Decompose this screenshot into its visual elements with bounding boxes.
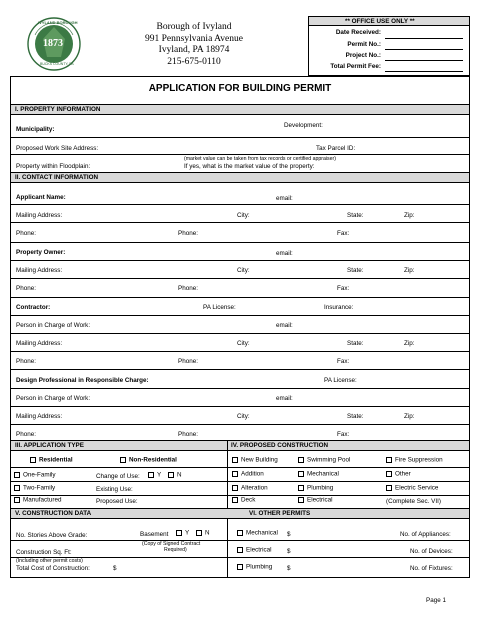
- fire-suppression-checkbox[interactable]: [386, 457, 392, 463]
- appliances-field[interactable]: [450, 528, 468, 538]
- sec6-mechanical-label: Mechanical: [246, 529, 278, 537]
- basement-y-checkbox[interactable]: [176, 530, 182, 536]
- contractor-phone2-field[interactable]: [202, 355, 332, 366]
- applicant-zip-label: Zip:: [404, 212, 415, 219]
- applicant-phone-field[interactable]: [40, 227, 170, 238]
- design-zip-label: Zip:: [404, 413, 415, 420]
- applicant-mailing-field[interactable]: [70, 209, 230, 220]
- applicant-zip-field[interactable]: [418, 209, 468, 220]
- contractor-mailing-field[interactable]: [70, 337, 230, 348]
- plumbing-checkbox[interactable]: [298, 485, 304, 491]
- seal-ring-top: IVYLAND BOROUGH: [38, 20, 78, 25]
- design-phone-field[interactable]: [40, 428, 170, 439]
- electrical-checkbox[interactable]: [298, 497, 304, 503]
- applicant-state-label: State:: [347, 212, 364, 219]
- plumbing-label: Plumbing: [307, 484, 334, 492]
- permit-no-line[interactable]: [385, 49, 463, 50]
- design-fax-label: Fax:: [337, 431, 350, 438]
- contractor-state-label: State:: [347, 340, 364, 347]
- existing-use-label: Existing Use:: [96, 486, 133, 493]
- contract-note-1: (Copy of Signed Contract: [142, 541, 201, 547]
- design-city-field[interactable]: [254, 410, 344, 421]
- contractor-label: Contractor:: [16, 304, 51, 311]
- electrical-label: Electrical: [307, 496, 333, 504]
- design-person-field[interactable]: [104, 392, 274, 403]
- new-building-option[interactable]: [232, 457, 278, 464]
- design-phone-label: Phone:: [16, 431, 36, 438]
- electric-service-label: Electric Service: [395, 484, 439, 492]
- sec6-mechanical-dollar: $: [287, 531, 291, 538]
- owner-phone-label: Phone:: [16, 285, 36, 292]
- existing-use-field[interactable]: [138, 483, 224, 493]
- sec6-electrical-checkbox[interactable]: [237, 547, 243, 553]
- basement-n-option[interactable]: [196, 530, 210, 537]
- owner-label: Property Owner:: [16, 249, 66, 256]
- new-building-checkbox[interactable]: [232, 457, 238, 463]
- new-building-label: New Building: [241, 456, 278, 464]
- sec5-header: V. CONSTRUCTION DATA: [15, 510, 92, 517]
- basement-n-label: N: [205, 529, 210, 537]
- design-zip-field[interactable]: [418, 410, 468, 421]
- design-state-field[interactable]: [368, 410, 402, 421]
- sec6-mechanical-fee-field[interactable]: [294, 528, 354, 538]
- applicant-state-field[interactable]: [368, 209, 402, 220]
- addition-checkbox[interactable]: [232, 471, 238, 477]
- complete-sec-note: (Complete Sec. VII): [386, 498, 441, 505]
- proposed-use-field[interactable]: [138, 496, 224, 506]
- work-site-label: Proposed Work Site Address:: [16, 145, 99, 152]
- market-value-label: If yes, what is the market value of the property:: [184, 163, 315, 170]
- other-label: Other: [395, 470, 411, 478]
- owner-state-label: State:: [347, 267, 364, 274]
- owner-mailing-field[interactable]: [70, 264, 230, 275]
- sqft-label: Construction Sq. Ft:: [16, 549, 72, 556]
- owner-email-field[interactable]: [298, 246, 468, 257]
- contract-note-2: Required): [164, 547, 187, 553]
- design-pro-license-field[interactable]: [364, 374, 468, 385]
- market-note: (market value can be taken from tax records or certified appraiser): [184, 156, 336, 162]
- fixtures-label: No. of Fixtures:: [410, 565, 453, 572]
- basement-n-checkbox[interactable]: [196, 530, 202, 536]
- office-use-box: [308, 16, 470, 76]
- owner-name-field[interactable]: [70, 246, 270, 257]
- fire-suppression-option[interactable]: [386, 457, 443, 464]
- org-block: [120, 22, 268, 68]
- manufactured-label: Manufactured: [23, 496, 62, 504]
- non-residential-option[interactable]: [120, 457, 177, 464]
- org-name: Borough of Ivyland: [156, 22, 232, 32]
- change-use-y-checkbox[interactable]: [148, 472, 154, 478]
- sec4-header: IV. PROPOSED CONSTRUCTION: [231, 442, 329, 449]
- electric-service-option[interactable]: [386, 485, 438, 492]
- change-use-y-label: Y: [157, 471, 162, 479]
- contractor-email-label: email:: [276, 322, 293, 329]
- sec3-header: III. APPLICATION TYPE: [15, 442, 84, 449]
- sec6-plumbing-label: Plumbing: [246, 563, 273, 571]
- other-checkbox[interactable]: [386, 471, 392, 477]
- design-email-field[interactable]: [298, 392, 468, 403]
- two-family-label: Two-Family: [23, 484, 56, 492]
- sec6-plumbing-checkbox[interactable]: [237, 564, 243, 570]
- project-no-line[interactable]: [385, 60, 463, 61]
- deck-checkbox[interactable]: [232, 497, 238, 503]
- sec6-electrical-label: Electrical: [246, 546, 272, 554]
- municipality-field[interactable]: [60, 120, 210, 132]
- owner-zip-field[interactable]: [418, 264, 468, 275]
- manufactured-checkbox[interactable]: [14, 497, 20, 503]
- org-address1: 991 Pennsylvania Avenue: [145, 33, 243, 44]
- one-family-label: One-Family: [23, 471, 56, 479]
- owner-fax-field[interactable]: [352, 282, 468, 293]
- swimming-pool-option[interactable]: [298, 457, 350, 464]
- org-address2: Ivyland, PA 18974: [158, 45, 230, 55]
- one-family-checkbox[interactable]: [14, 472, 20, 478]
- deck-label: Deck: [241, 496, 256, 504]
- applicant-city-label: City:: [237, 212, 250, 219]
- swimming-pool-checkbox[interactable]: [298, 457, 304, 463]
- sec6-electrical-fee-field[interactable]: [294, 545, 354, 555]
- owner-mailing-label: Mailing Address:: [16, 267, 63, 274]
- contractor-email-field[interactable]: [298, 319, 468, 330]
- fire-suppression-label: Fire Suppression: [395, 456, 443, 464]
- mechanical-checkbox[interactable]: [298, 471, 304, 477]
- electric-service-checkbox[interactable]: [386, 485, 392, 491]
- mechanical-option[interactable]: [298, 471, 339, 478]
- applicant-phone2-label: Phone:: [178, 230, 198, 237]
- addition-label: Addition: [241, 470, 264, 478]
- design-mailing-label: Mailing Address:: [16, 413, 63, 420]
- design-mailing-field[interactable]: [70, 410, 230, 421]
- office-use-title: ** OFFICE USE ONLY **: [345, 18, 415, 25]
- residential-checkbox[interactable]: [30, 457, 36, 463]
- devices-field[interactable]: [452, 545, 468, 555]
- stories-label: No. Stories Above Grade:: [16, 532, 88, 539]
- design-fax-field[interactable]: [352, 428, 468, 439]
- applicant-email-field[interactable]: [298, 190, 468, 201]
- design-email-label: email:: [276, 395, 293, 402]
- applicant-mailing-label: Mailing Address:: [16, 212, 63, 219]
- org-phone: 215-675-0110: [167, 56, 221, 67]
- contractor-mailing-label: Mailing Address:: [16, 340, 63, 347]
- floodplain-field[interactable]: [104, 160, 180, 170]
- addition-option[interactable]: [232, 471, 264, 478]
- design-city-label: City:: [237, 413, 250, 420]
- residential-option[interactable]: [30, 457, 73, 464]
- two-family-option[interactable]: [14, 485, 55, 492]
- design-pro-label: Design Professional in Responsible Charge:: [16, 377, 149, 384]
- seal-ring-bottom: BUCKS COUNTY, PA: [40, 62, 74, 66]
- sqft-field[interactable]: [80, 546, 136, 556]
- project-no-label: Project No.:: [345, 52, 381, 59]
- change-use-n-label: N: [177, 471, 182, 479]
- total-fee-line[interactable]: [385, 71, 463, 72]
- sec6-mechanical-option[interactable]: [237, 530, 278, 537]
- manufactured-option[interactable]: [14, 497, 62, 504]
- tax-parcel-field[interactable]: [364, 142, 468, 153]
- applicant-fax-label: Fax:: [337, 230, 350, 237]
- development-label: Development:: [284, 122, 323, 129]
- proposed-use-label: Proposed Use:: [96, 498, 138, 505]
- change-use-y-option[interactable]: [148, 472, 161, 479]
- total-cost-dollar: $: [113, 565, 117, 572]
- mechanical-label: Mechanical: [307, 470, 339, 478]
- basement-label: Basement: [140, 531, 169, 538]
- date-received-label: Date Received:: [335, 29, 381, 36]
- municipality-label: Municipality:: [16, 126, 55, 133]
- owner-phone-field[interactable]: [40, 282, 170, 293]
- design-person-label: Person in Charge of Work:: [16, 395, 91, 402]
- owner-state-field[interactable]: [368, 264, 402, 275]
- floodplain-label: Property within Floodplain:: [16, 163, 91, 170]
- applicant-phone2-field[interactable]: [202, 227, 332, 238]
- contractor-state-field[interactable]: [368, 337, 402, 348]
- sec6-plumbing-option[interactable]: [237, 564, 272, 571]
- contractor-insurance-field[interactable]: [360, 301, 468, 312]
- work-site-field[interactable]: [108, 142, 308, 153]
- sec6-plumbing-fee-field[interactable]: [294, 562, 354, 572]
- borough-seal: [27, 17, 81, 71]
- permit-no-label: Permit No.:: [347, 41, 381, 48]
- sec6-electrical-option[interactable]: [237, 547, 272, 554]
- one-family-option[interactable]: [14, 472, 56, 479]
- contractor-person-field[interactable]: [104, 319, 274, 330]
- residential-label: Residential: [39, 456, 73, 464]
- form-title: APPLICATION FOR BUILDING PERMIT: [148, 83, 332, 94]
- contractor-insurance-label: Insurance:: [324, 304, 354, 311]
- contractor-city-label: City:: [237, 340, 250, 347]
- contractor-phone-label: Phone:: [16, 358, 36, 365]
- design-phone2-field[interactable]: [202, 428, 332, 439]
- contractor-name-field[interactable]: [60, 301, 200, 312]
- basement-y-label: Y: [185, 529, 190, 537]
- incl-note: (Including other permit costs): [16, 558, 83, 564]
- applicant-label: Applicant Name:: [16, 194, 66, 201]
- development-field[interactable]: [330, 119, 468, 130]
- sec6-plumbing-dollar: $: [287, 565, 291, 572]
- contractor-zip-field[interactable]: [418, 337, 468, 348]
- appliances-label: No. of Appliances:: [400, 531, 451, 538]
- other-option[interactable]: [386, 471, 411, 478]
- stories-field[interactable]: [94, 529, 134, 539]
- alteration-label: Alteration: [241, 484, 268, 492]
- two-family-checkbox[interactable]: [14, 485, 20, 491]
- applicant-email-label: email:: [276, 195, 293, 202]
- sec6-electrical-dollar: $: [287, 548, 291, 555]
- applicant-name-field[interactable]: [70, 190, 270, 201]
- total-cost-label: Total Cost of Construction:: [16, 565, 90, 572]
- applicant-phone-label: Phone:: [16, 230, 36, 237]
- change-use-n-checkbox[interactable]: [168, 472, 174, 478]
- owner-phone2-field[interactable]: [202, 282, 332, 293]
- contractor-city-field[interactable]: [254, 337, 344, 348]
- applicant-fax-field[interactable]: [352, 227, 468, 238]
- sec1-header: I. PROPERTY INFORMATION: [15, 106, 101, 113]
- sec6-header: VI. OTHER PERMITS: [249, 510, 311, 517]
- contractor-fax-field[interactable]: [352, 355, 468, 366]
- contractor-phone2-label: Phone:: [178, 358, 198, 365]
- applicant-city-field[interactable]: [254, 209, 344, 220]
- swimming-pool-label: Swimming Pool: [307, 456, 351, 464]
- non-residential-checkbox[interactable]: [120, 457, 126, 463]
- date-received-line[interactable]: [385, 38, 463, 39]
- total-fee-label: Total Permit Fee:: [330, 63, 381, 70]
- tax-parcel-label: Tax Parcel ID:: [316, 145, 356, 152]
- design-pro-name-field[interactable]: [168, 374, 318, 385]
- basement-y-option[interactable]: [176, 530, 189, 537]
- page-number: Page 1: [426, 597, 446, 604]
- contractor-phone-field[interactable]: [40, 355, 170, 366]
- design-phone2-label: Phone:: [178, 431, 198, 438]
- change-use-n-option[interactable]: [168, 472, 182, 479]
- design-pro-license-label: PA License:: [324, 377, 357, 384]
- contractor-person-label: Person in Charge of Work:: [16, 322, 91, 329]
- owner-email-label: email:: [276, 250, 293, 257]
- devices-label: No. of Devices:: [410, 548, 453, 555]
- contractor-pa-license-field[interactable]: [238, 301, 320, 312]
- non-residential-label: Non-Residential: [129, 456, 177, 464]
- plumbing-option[interactable]: [298, 485, 333, 492]
- seal-year: 1873: [43, 38, 63, 49]
- owner-phone2-label: Phone:: [178, 285, 198, 292]
- contractor-zip-label: Zip:: [404, 340, 415, 347]
- owner-fax-label: Fax:: [337, 285, 350, 292]
- change-of-use-label: Change of Use:: [96, 473, 140, 480]
- market-value-field[interactable]: [334, 160, 468, 170]
- electrical-option[interactable]: [298, 497, 333, 504]
- owner-city-field[interactable]: [254, 264, 344, 275]
- total-cost-field[interactable]: [120, 562, 220, 572]
- alteration-checkbox[interactable]: [232, 485, 238, 491]
- alteration-option[interactable]: [232, 485, 268, 492]
- fixtures-field[interactable]: [452, 562, 468, 572]
- sec2-header: II. CONTACT INFORMATION: [15, 174, 99, 181]
- owner-zip-label: Zip:: [404, 267, 415, 274]
- deck-option[interactable]: [232, 497, 255, 504]
- owner-city-label: City:: [237, 267, 250, 274]
- contractor-fax-label: Fax:: [337, 358, 350, 365]
- contractor-pa-license-label: PA License:: [203, 304, 236, 311]
- sec6-mechanical-checkbox[interactable]: [237, 530, 243, 536]
- design-state-label: State:: [347, 413, 364, 420]
